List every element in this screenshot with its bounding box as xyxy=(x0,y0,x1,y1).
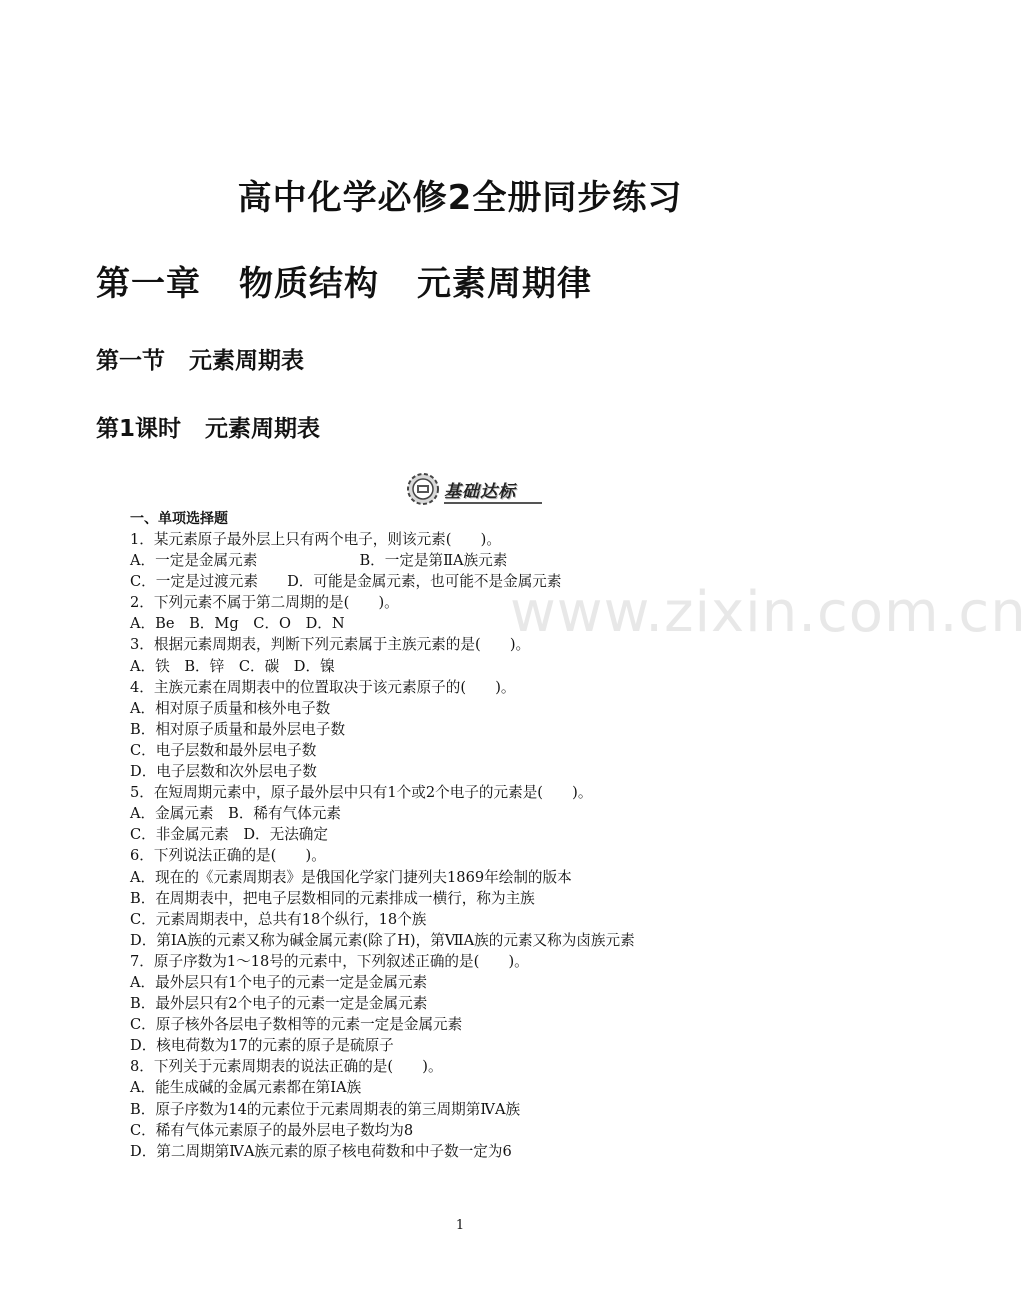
question-line: 7．原子序数为1～18号的元素中，下列叙述正确的是( )。 xyxy=(130,952,529,970)
question-line: A．Be B．Mg C．O D．N xyxy=(130,615,345,633)
question-line: 4．主族元素在周期表中的位置取决于该元素原子的( )。 xyxy=(130,678,516,696)
page-number: 1 xyxy=(455,1218,465,1233)
question-line: A．能生成碱的金属元素都在第ⅠA族 xyxy=(130,1079,362,1097)
question-line: B．原子序数为14的元素位于元素周期表的第三周期第ⅣA族 xyxy=(130,1100,521,1118)
chapter-heading xyxy=(96,256,592,305)
question-type-heading: 一、单项选择题 xyxy=(130,511,228,527)
question-line: A．金属元素 B．稀有气体元素 xyxy=(130,805,341,823)
lesson-number: 第1课时 xyxy=(96,416,182,442)
basic-practice-badge xyxy=(406,472,542,506)
chapter-number: 第一章 xyxy=(96,264,201,304)
badge-underline xyxy=(444,502,542,504)
lesson-name: 元素周期表 xyxy=(205,416,321,442)
question-line: A．现在的《元素周期表》是俄国化学家门捷列夫1869年绘制的版本 xyxy=(130,868,572,886)
section-heading xyxy=(96,342,304,375)
question-line: B．在周期表中，把电子层数相同的元素排成一横行，称为主族 xyxy=(130,889,535,907)
section-name: 元素周期表 xyxy=(189,348,304,374)
chapter-name-1: 物质结构 xyxy=(239,264,379,304)
document-title: 高中化学必修2全册同步练习 xyxy=(237,178,683,218)
section-number: 第一节 xyxy=(96,348,165,374)
question-line: 6．下列说法正确的是( )。 xyxy=(130,847,326,865)
question-line: A．一定是金属元素 B．一定是第ⅡA族元素 xyxy=(130,552,508,570)
question-line: C．非金属元素 D．无法确定 xyxy=(130,826,328,844)
question-line: D．第二周期第ⅣA族元素的原子核电荷数和中子数一定为6 xyxy=(130,1142,512,1160)
question-line: 1．某元素原子最外层上只有两个电子，则该元素( )。 xyxy=(130,531,501,548)
question-line: 8．下列关于元素周期表的说法正确的是( )。 xyxy=(130,1058,443,1076)
question-line: B．最外层只有2个电子的元素一定是金属元素 xyxy=(130,995,428,1013)
question-line: A．最外层只有1个电子的元素一定是金属元素 xyxy=(130,973,428,991)
gear-book-icon xyxy=(406,472,440,506)
lesson-heading xyxy=(96,410,320,443)
question-line: D．电子层数和次外层电子数 xyxy=(130,763,317,781)
question-line: D．第ⅠA族的元素又称为碱金属元素(除了H)，第ⅦA族的元素又称为卤族元素 xyxy=(130,931,635,949)
chapter-name-2: 元素周期律 xyxy=(417,264,592,304)
badge-label: 基础达标 xyxy=(444,481,516,502)
watermark: www.zixin.com.cn xyxy=(510,580,1027,645)
question-line: B．相对原子质量和最外层电子数 xyxy=(130,720,346,738)
question-line: 5．在短周期元素中，原子最外层中只有1个或2个电子的元素是( )。 xyxy=(130,784,593,802)
question-line: C．一定是过渡元素 D．可能是金属元素，也可能不是金属元素 xyxy=(130,573,562,591)
question-line: A．相对原子质量和核外电子数 xyxy=(130,699,331,717)
question-line: C．原子核外各层电子数相等的元素一定是金属元素 xyxy=(130,1016,463,1034)
question-line: C．稀有气体元素原子的最外层电子数均为8 xyxy=(130,1121,414,1139)
question-line: 2．下列元素不属于第二周期的是( )。 xyxy=(130,594,399,612)
question-line: A．铁 B．锌 C．碳 D．镍 xyxy=(130,657,335,675)
question-line: C．电子层数和最外层电子数 xyxy=(130,741,317,759)
question-line: 3．根据元素周期表，判断下列元素属于主族元素的是( )。 xyxy=(130,636,531,654)
question-line: D．核电荷数为17的元素的原子是硫原子 xyxy=(130,1037,394,1055)
question-line: C．元素周期表中，总共有18个纵行，18个族 xyxy=(130,910,427,928)
